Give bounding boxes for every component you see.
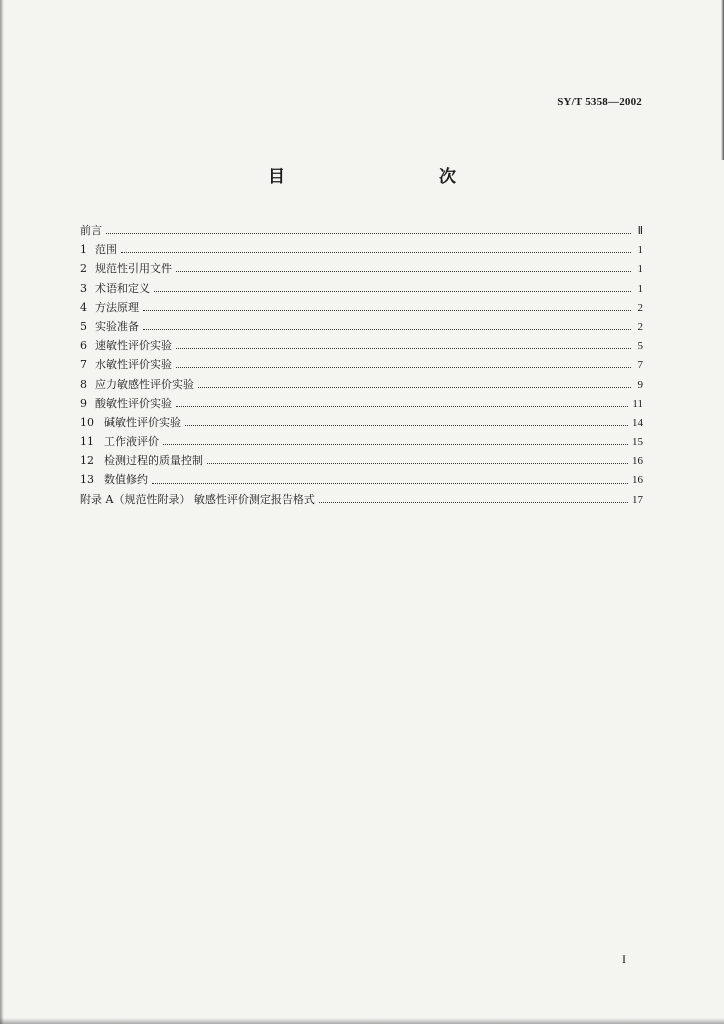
toc-entry[interactable] (80, 337, 643, 356)
toc-entry-label: 工作液评价 (104, 435, 159, 449)
toc-entry-page: 16 (632, 455, 643, 468)
toc-entry-number: 10 (80, 415, 94, 429)
toc-entry[interactable] (80, 376, 643, 395)
toc-leader-dots (185, 425, 628, 426)
toc-leader-dots (207, 463, 628, 464)
toc-entry[interactable] (80, 414, 643, 433)
scan-edge-left (0, 0, 4, 1024)
toc-entry-label: 规范性引用文件 (95, 262, 172, 276)
toc-entry-page: Ⅱ (637, 225, 643, 237)
toc-entry-number: 8 (80, 377, 87, 391)
toc-leader-dots (176, 271, 631, 272)
toc-entry[interactable] (80, 222, 643, 241)
toc-entry-page: 16 (632, 474, 643, 487)
toc-entry-page: 14 (632, 416, 643, 429)
toc-entry-label: 实验准备 (95, 319, 139, 333)
toc-title: 目 次 (268, 167, 496, 187)
toc-entry[interactable] (80, 395, 643, 414)
toc-entry-page: 2 (637, 320, 643, 333)
toc-entry[interactable] (80, 280, 643, 299)
toc-entry-number: 7 (80, 358, 87, 372)
toc-entry[interactable] (80, 471, 643, 490)
toc-entry-label: 应力敏感性评价实验 (95, 377, 194, 391)
toc-entry-label: 检测过程的质量控制 (104, 454, 203, 468)
toc-entry-page: 1 (637, 282, 643, 295)
toc-entry-label: 速敏性评价实验 (95, 339, 172, 353)
toc-entry-label: 前言 (80, 224, 102, 237)
toc-leader-dots (121, 252, 631, 253)
toc-leader-dots (154, 291, 631, 292)
toc-entry-page: 15 (632, 436, 643, 449)
table-of-contents (80, 222, 643, 510)
toc-entry-label: 碱敏性评价实验 (104, 415, 181, 429)
toc-leader-dots (143, 310, 631, 311)
toc-entry[interactable] (80, 318, 643, 337)
toc-entry-number: 6 (80, 339, 87, 353)
standard-number: SY/T 5358—2002 (557, 96, 642, 108)
toc-leader-dots (152, 483, 628, 484)
toc-entry-page: 7 (637, 359, 643, 372)
toc-entry-page: 11 (632, 397, 643, 410)
toc-leader-dots (176, 406, 628, 407)
toc-entry-page: 1 (637, 263, 643, 276)
toc-entry[interactable] (80, 356, 643, 375)
toc-entry-label: 酸敏性评价实验 (95, 396, 172, 410)
toc-entry-number: 2 (80, 262, 87, 276)
toc-leader-dots (106, 233, 631, 234)
scan-edge-bottom (0, 1018, 724, 1024)
toc-entry-number: 9 (80, 396, 87, 410)
toc-leader-dots (176, 367, 631, 368)
toc-entry-page: 2 (637, 301, 643, 314)
toc-entry[interactable] (80, 241, 643, 260)
toc-leader-dots (176, 348, 631, 349)
toc-entry-number: 4 (80, 300, 87, 314)
toc-entry-number: 1 (80, 243, 87, 257)
toc-entry[interactable] (80, 491, 643, 510)
toc-entry[interactable] (80, 299, 643, 318)
toc-entry-page: 1 (637, 244, 643, 257)
toc-entry-number: 13 (80, 473, 94, 487)
toc-leader-dots (143, 329, 631, 330)
toc-entry-page: 5 (637, 340, 643, 353)
toc-entry[interactable] (80, 433, 643, 452)
page-number: I (622, 952, 626, 966)
toc-entry-number: 3 (80, 281, 87, 295)
toc-entry-label: 水敏性评价实验 (95, 358, 172, 372)
toc-entry-page: 9 (637, 378, 643, 391)
toc-entry-label: 附录 A（规范性附录） 敏感性评价测定报告格式 (80, 492, 315, 506)
toc-entry[interactable] (80, 260, 643, 279)
toc-entry-number: 11 (80, 435, 94, 449)
toc-leader-dots (163, 444, 628, 445)
toc-entry-page: 17 (632, 493, 643, 506)
toc-leader-dots (198, 387, 631, 388)
toc-entry-label: 数值修约 (104, 473, 148, 487)
toc-entry-label: 术语和定义 (95, 281, 150, 295)
toc-entry-label: 范围 (95, 243, 117, 257)
toc-entry-number: 5 (80, 319, 87, 333)
toc-entry-number: 12 (80, 454, 94, 468)
toc-entry[interactable] (80, 452, 643, 471)
toc-entry-label: 方法原理 (95, 300, 139, 314)
toc-leader-dots (319, 502, 628, 503)
